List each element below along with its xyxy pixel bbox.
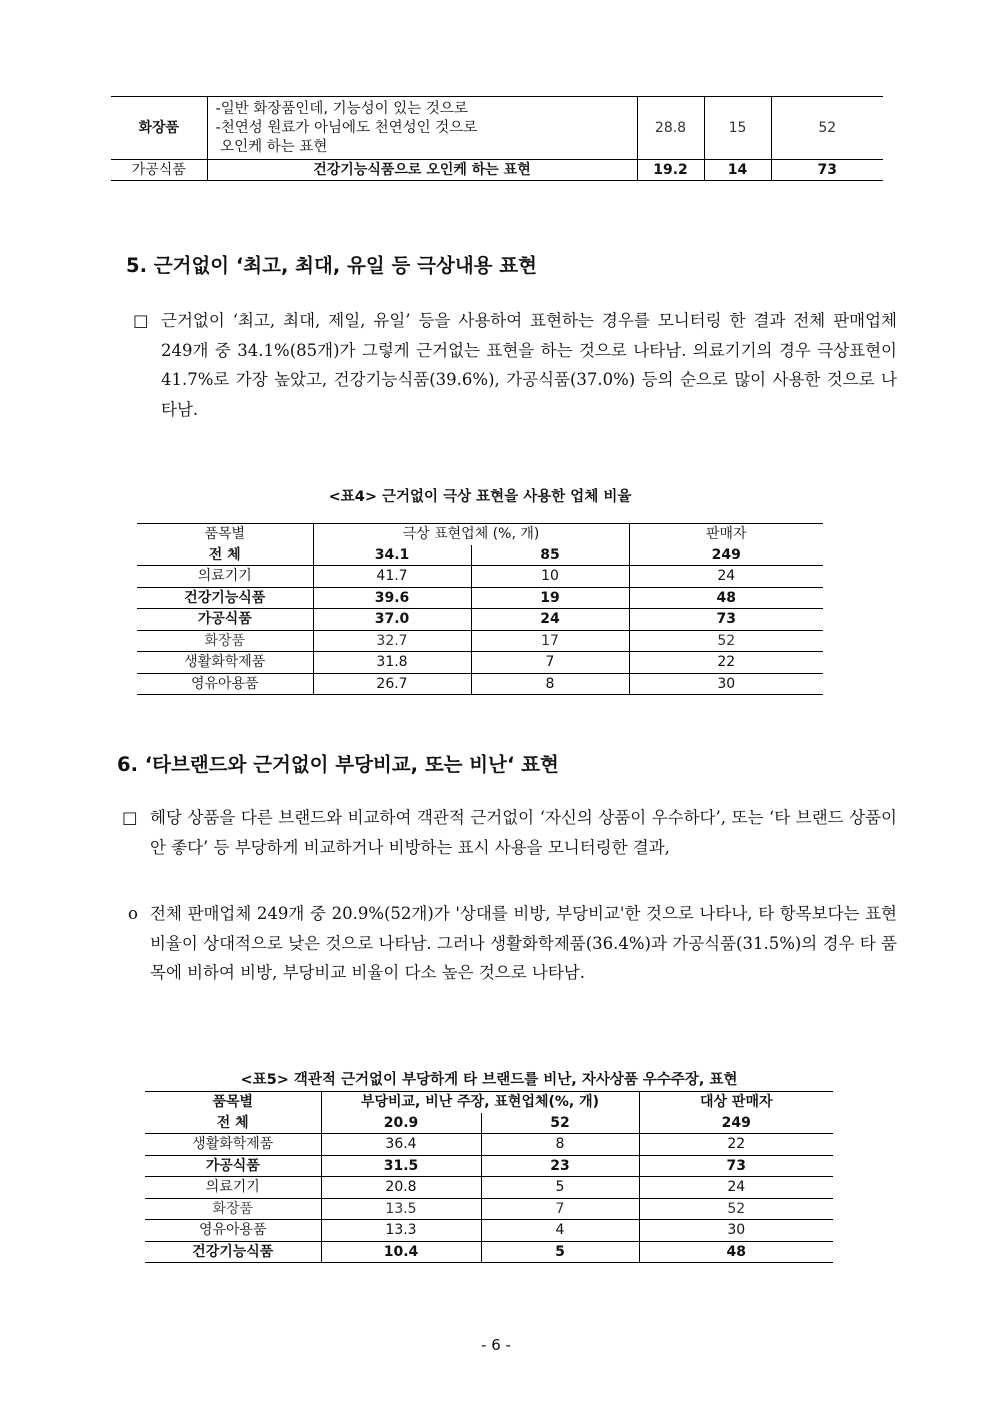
count-cell: 5	[481, 1177, 639, 1199]
section6-bullet-paragraph	[128, 899, 897, 988]
item-cell: 가공식품	[137, 609, 313, 631]
sellers-cell: 30	[629, 673, 823, 695]
section6-heading: 6. ‘타브랜드와 근거없이 부당비교, 또는 비난‘ 표현	[117, 753, 559, 776]
table-row	[137, 652, 823, 674]
item-cell: 영유아용품	[137, 673, 313, 695]
table4-body	[137, 545, 823, 695]
table-row	[137, 587, 823, 609]
item-cell: 의료기기	[145, 1177, 321, 1199]
percent-cell: 37.0	[313, 609, 471, 631]
bullet-icon: o	[128, 904, 138, 923]
item-cell: 가공식품	[145, 1155, 321, 1177]
count-cell: 5	[481, 1241, 639, 1263]
table-row	[111, 160, 883, 181]
sellers-cell: 30	[639, 1220, 833, 1242]
item-cell: 전 체	[208, 546, 241, 563]
count-cell: 24	[471, 609, 629, 631]
sellers-cell: 52	[639, 1198, 833, 1220]
sellers-cell: 249	[639, 1113, 833, 1134]
header-cell: 부당비교, 비난 주장, 표현업체(%, 개)	[321, 1092, 639, 1113]
item-cell: 화장품	[145, 1198, 321, 1220]
count-cell: 8	[481, 1134, 639, 1156]
description-line: -천연성 원료가 아님에도 천연성인 것으로	[215, 119, 478, 136]
table5-body	[145, 1113, 833, 1263]
percent-cell: 28.8	[637, 97, 704, 160]
header-cell: 극상 표현업체 (%, 개)	[313, 524, 629, 545]
description-cell: 건강기능식품으로 오인케 하는 표현	[207, 160, 637, 181]
item-cell: 화장품	[137, 630, 313, 652]
header-cell: 대상 판매자	[639, 1092, 833, 1113]
percent-cell: 31.8	[313, 652, 471, 674]
item-cell: 의료기기	[137, 566, 313, 588]
percent-cell: 10.4	[321, 1241, 481, 1263]
section6-text: 헤당 상품을 다른 브랜드와 비교하여 객관적 근거없이 ‘자신의 상품이 우수하다’, 또는 ‘타 브랜드 상품이 안 좋다’ 등 부당하게 비교하거나 비방하는 표시 사용을 모니터링한 결과,	[150, 808, 897, 857]
table-row	[145, 1220, 833, 1242]
sellers-cell: 48	[639, 1241, 833, 1263]
table-row	[145, 1177, 833, 1199]
sellers-cell: 22	[639, 1134, 833, 1156]
percent-cell: 20.8	[321, 1177, 481, 1199]
section5-paragraph	[133, 306, 897, 424]
top-table	[111, 96, 883, 181]
sellers-cell: 52	[629, 630, 823, 652]
count-cell: 23	[481, 1155, 639, 1177]
percent-cell: 39.6	[313, 587, 471, 609]
item-cell: 생활화학제품	[145, 1134, 321, 1156]
count-cell: 15	[704, 97, 771, 160]
sellers-cell: 73	[639, 1155, 833, 1177]
count-cell: 7	[481, 1198, 639, 1220]
table5-caption: <표5> 객관적 근거없이 부당하게 타 브랜드를 비난, 자사상품 우수주장, 표현	[240, 1072, 738, 1088]
table-row	[137, 609, 823, 631]
category-cell: 화장품	[138, 120, 180, 136]
checkbox-icon: □	[133, 311, 149, 330]
sellers-cell: 73	[771, 160, 883, 181]
section5-heading: 5. 근거없이 ‘최고, 최대, 유일 등 극상내용 표현	[126, 254, 537, 277]
count-cell: 7	[471, 652, 629, 674]
count-cell: 10	[471, 566, 629, 588]
table-row	[145, 1241, 833, 1263]
sellers-cell: 52	[771, 97, 883, 160]
sellers-cell: 73	[629, 609, 823, 631]
sellers-cell: 48	[629, 587, 823, 609]
table-row	[145, 1113, 833, 1134]
percent-cell: 41.7	[313, 566, 471, 588]
sellers-cell: 249	[629, 545, 823, 566]
percent-cell: 26.7	[313, 673, 471, 695]
table-row	[137, 673, 823, 695]
table4	[137, 523, 823, 695]
page-number: - 6 -	[481, 1336, 511, 1354]
header-cell: 품목별	[212, 1094, 254, 1111]
count-cell: 4	[481, 1220, 639, 1242]
count-cell: 14	[704, 160, 771, 181]
table-row	[137, 545, 823, 566]
description-cell	[207, 97, 637, 160]
description-line: -일반 화장품인데, 기능성이 있는 것으로	[215, 100, 468, 117]
table5	[145, 1091, 833, 1263]
section6-bullet-text: 전체 판매업체 249개 중 20.9%(52개)가 '상대를 비방, 부당비교'한 것으로 나타나, 타 항목보다는 표현비율이 상대적으로 낮은 것으로 나타남. 그러나 생활화학제품(36.4%)과 가공식품(31.5%)의 경우 타 품목에 비하여 비방, 부당비교 비율이 다소 높은 것으로 나타남.	[150, 904, 897, 982]
percent-cell: 36.4	[321, 1134, 481, 1156]
percent-cell: 13.3	[321, 1220, 481, 1242]
table-row	[137, 566, 823, 588]
table4-caption: <표4> 근거없이 극상 표현을 사용한 업체 비율	[328, 489, 632, 505]
sellers-cell: 24	[639, 1177, 833, 1199]
percent-cell: 20.9	[321, 1113, 481, 1134]
percent-cell: 32.7	[313, 630, 471, 652]
percent-cell: 34.1	[313, 545, 471, 566]
table-header-row	[137, 524, 823, 545]
percent-cell: 31.5	[321, 1155, 481, 1177]
checkbox-icon: □	[122, 808, 138, 827]
section5-text: 근거없이 ‘최고, 최대, 제일, 유일’ 등을 사용하여 표현하는 경우를 모니터링 한 결과 전체 판매업체 249개 중 34.1%(85개)가 그렇게 근거없는 표현을 하는 것으로 나타남. 의료기기의 경우 극상표현이 41.7%로 가장 높았고, 건강기능식품(39.6%), 가공식품(37.0%) 등의 순으로 많이 사용한 것으로 나타남.	[161, 311, 897, 419]
table-header-row	[145, 1092, 833, 1113]
item-cell: 영유아용품	[145, 1220, 321, 1242]
count-cell: 19	[471, 587, 629, 609]
table-row	[137, 630, 823, 652]
table-row	[111, 97, 883, 160]
table-row	[145, 1198, 833, 1220]
description-line: 오인케 하는 표현	[215, 138, 328, 155]
sellers-cell: 24	[629, 566, 823, 588]
percent-cell: 19.2	[637, 160, 704, 181]
sellers-cell: 22	[629, 652, 823, 674]
category-cell: 가공식품	[111, 160, 207, 181]
count-cell: 85	[471, 545, 629, 566]
count-cell: 8	[471, 673, 629, 695]
item-cell: 건강기능식품	[145, 1241, 321, 1263]
item-cell: 생활화학제품	[137, 652, 313, 674]
item-cell: 건강기능식품	[137, 587, 313, 609]
table-row	[145, 1134, 833, 1156]
header-cell: 판매자	[629, 524, 823, 545]
count-cell: 52	[481, 1113, 639, 1134]
section6-paragraph	[122, 803, 897, 862]
count-cell: 17	[471, 630, 629, 652]
table-row	[145, 1155, 833, 1177]
item-cell: 전 체	[216, 1114, 249, 1131]
percent-cell: 13.5	[321, 1198, 481, 1220]
header-cell: 품목별	[204, 526, 246, 543]
